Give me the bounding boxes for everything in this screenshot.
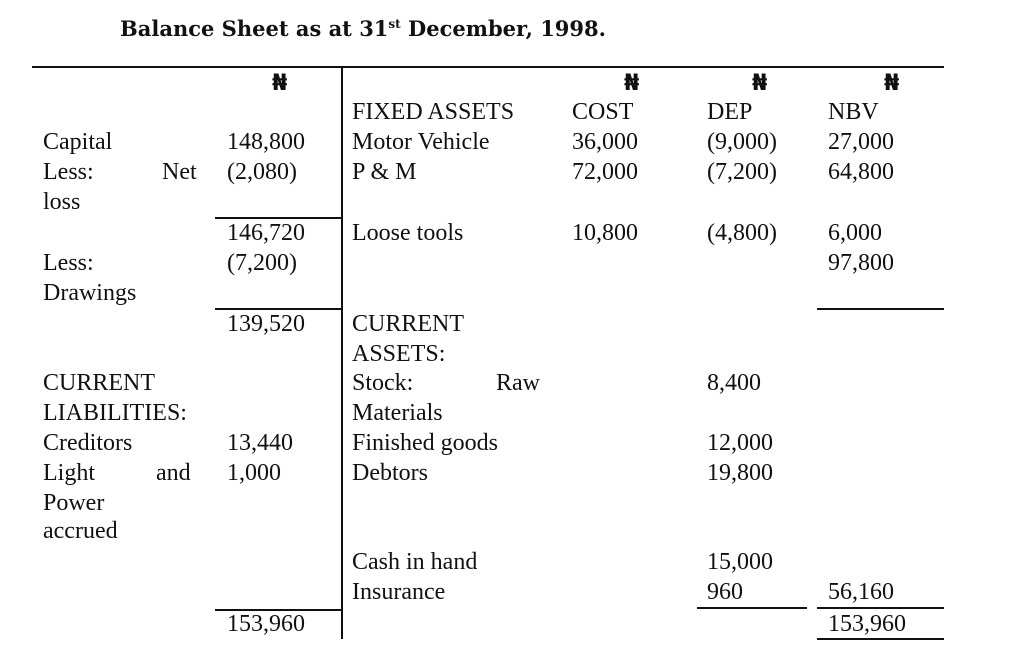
motor-vehicle-cost: 36,000 <box>572 129 638 155</box>
pm-label: P & M <box>352 159 417 185</box>
pm-dep: (7,200) <box>707 159 777 185</box>
nbv-header: NBV <box>828 99 879 125</box>
capital-value: 148,800 <box>227 129 305 155</box>
naira-symbol-cost: ₦ <box>624 71 640 96</box>
less-drawings-label-2: Drawings <box>43 280 137 306</box>
subtotal-1: 146,720 <box>227 220 305 246</box>
less-drawings-label-1: Less: <box>43 250 94 276</box>
dep-header: DEP <box>707 99 753 125</box>
materials-label: Materials <box>352 400 443 426</box>
naira-symbol-nbv: ₦ <box>884 71 900 96</box>
creditors-label: Creditors <box>43 430 133 456</box>
dep-total-rule <box>697 607 807 609</box>
accrued-label: accrued <box>43 518 118 544</box>
current-liabilities-label-1: CURRENT <box>43 370 156 396</box>
finished-goods-value: 12,000 <box>707 430 773 456</box>
fixed-total-rule <box>817 308 944 310</box>
insurance-label: Insurance <box>352 579 446 605</box>
power-label: Power <box>43 490 105 516</box>
loose-tools-nbv: 6,000 <box>828 220 882 246</box>
page-title: Balance Sheet as at 31st December, 1998. <box>120 16 606 41</box>
stock-label: Stock: <box>352 370 414 396</box>
debtors-value: 19,800 <box>707 460 773 486</box>
net-loss-value: (2,080) <box>227 159 297 185</box>
current-assets-label-2: ASSETS: <box>352 341 446 367</box>
fixed-assets-total: 97,800 <box>828 250 894 276</box>
loose-tools-label: Loose tools <box>352 220 464 246</box>
current-liabilities-label-2: LIABILITIES: <box>43 400 187 426</box>
pm-cost: 72,000 <box>572 159 638 185</box>
left-total: 153,960 <box>227 611 305 637</box>
right-total: 153,960 <box>828 611 906 637</box>
subtotal-2: 139,520 <box>227 311 305 337</box>
drawings-value: (7,200) <box>227 250 297 276</box>
capital-label: Capital <box>43 129 113 155</box>
motor-vehicle-dep: (9,000) <box>707 129 777 155</box>
naira-symbol-left: ₦ <box>272 71 288 96</box>
loose-tools-dep: (4,800) <box>707 220 777 246</box>
less-net-loss-label: Less: <box>43 159 94 185</box>
stock-value: 8,400 <box>707 370 761 396</box>
fixed-assets-header: FIXED ASSETS <box>352 99 515 125</box>
creditors-value: 13,440 <box>227 430 293 456</box>
current-assets-label-1: CURRENT <box>352 311 465 337</box>
net-label: Net <box>162 159 197 185</box>
loss-label: loss <box>43 189 81 215</box>
current-assets-total: 56,160 <box>828 579 894 605</box>
center-divider <box>341 66 343 639</box>
finished-goods-label: Finished goods <box>352 430 499 456</box>
raw-label: Raw <box>496 370 540 396</box>
motor-vehicle-nbv: 27,000 <box>828 129 894 155</box>
cash-label: Cash in hand <box>352 549 478 575</box>
motor-vehicle-label: Motor Vehicle <box>352 129 490 155</box>
pm-nbv: 64,800 <box>828 159 894 185</box>
and-label: and <box>156 460 191 486</box>
naira-symbol-dep: ₦ <box>752 71 768 96</box>
loose-tools-cost: 10,800 <box>572 220 638 246</box>
insurance-value: 960 <box>707 579 743 605</box>
light-power-value: 1,000 <box>227 460 281 486</box>
debtors-label: Debtors <box>352 460 428 486</box>
cash-value: 15,000 <box>707 549 773 575</box>
light-label: Light <box>43 460 95 486</box>
cost-header: COST <box>572 99 634 125</box>
top-rule <box>32 66 944 68</box>
